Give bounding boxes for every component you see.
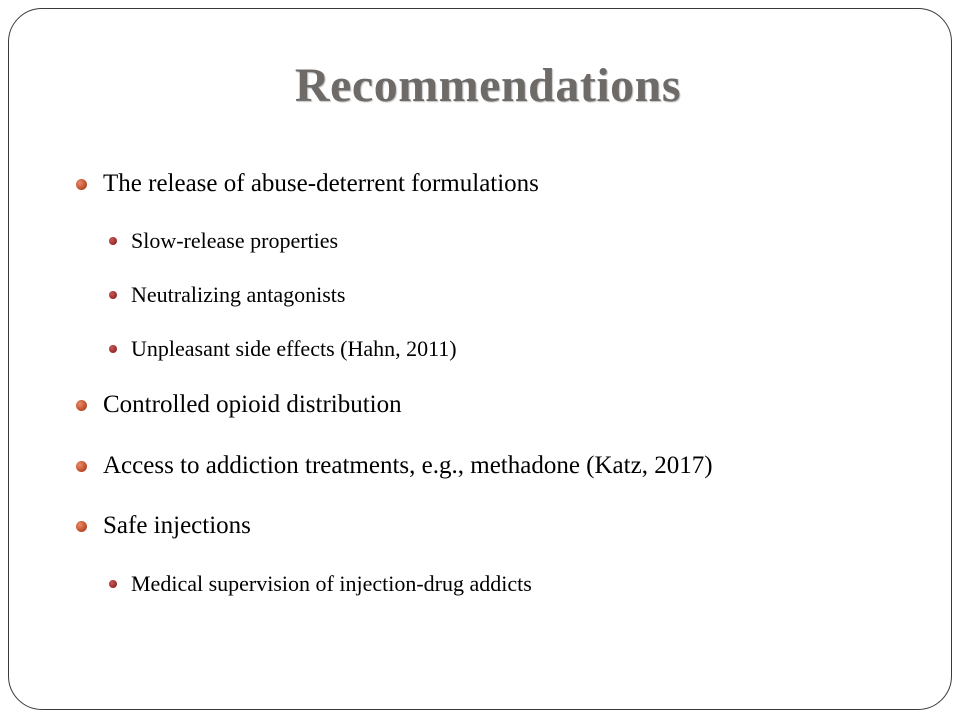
- bullet-item: [76, 391, 402, 419]
- sub-bullet-item: [109, 571, 532, 597]
- sub-bullet-text: Neutralizing antagonists: [131, 282, 346, 307]
- bullet-item: [76, 512, 251, 540]
- bullet-dot-icon: [76, 179, 87, 190]
- bullet-text: Safe injections: [103, 512, 251, 539]
- bullet-item: [76, 170, 539, 198]
- slide-title: Recommendations: [294, 59, 682, 112]
- bullet-dot-icon: [76, 521, 87, 532]
- sub-bullet-dot-icon: [109, 291, 117, 299]
- bullet-item: [76, 452, 713, 480]
- bullet-dot-icon: [76, 461, 87, 472]
- sub-bullet-dot-icon: [109, 345, 117, 353]
- sub-bullet-text: Unpleasant side effects (Hahn, 2011): [131, 336, 457, 361]
- sub-bullet-item: [109, 228, 338, 254]
- sub-bullet-dot-icon: [109, 580, 117, 588]
- sub-bullet-dot-icon: [109, 237, 117, 245]
- sub-bullet-item: [109, 282, 345, 308]
- bullet-dot-icon: [76, 400, 87, 411]
- sub-bullet-text: Medical supervision of injection-drug addicts: [131, 571, 532, 596]
- sub-bullet-item: [109, 336, 457, 362]
- bullet-text: Controlled opioid distribution: [103, 391, 402, 418]
- bullet-text: Access to addiction treatments, e.g., methadone (Katz, 2017): [103, 452, 713, 479]
- sub-bullet-text: Slow-release properties: [131, 228, 339, 253]
- bullet-text: The release of abuse-deterrent formulations: [103, 170, 539, 197]
